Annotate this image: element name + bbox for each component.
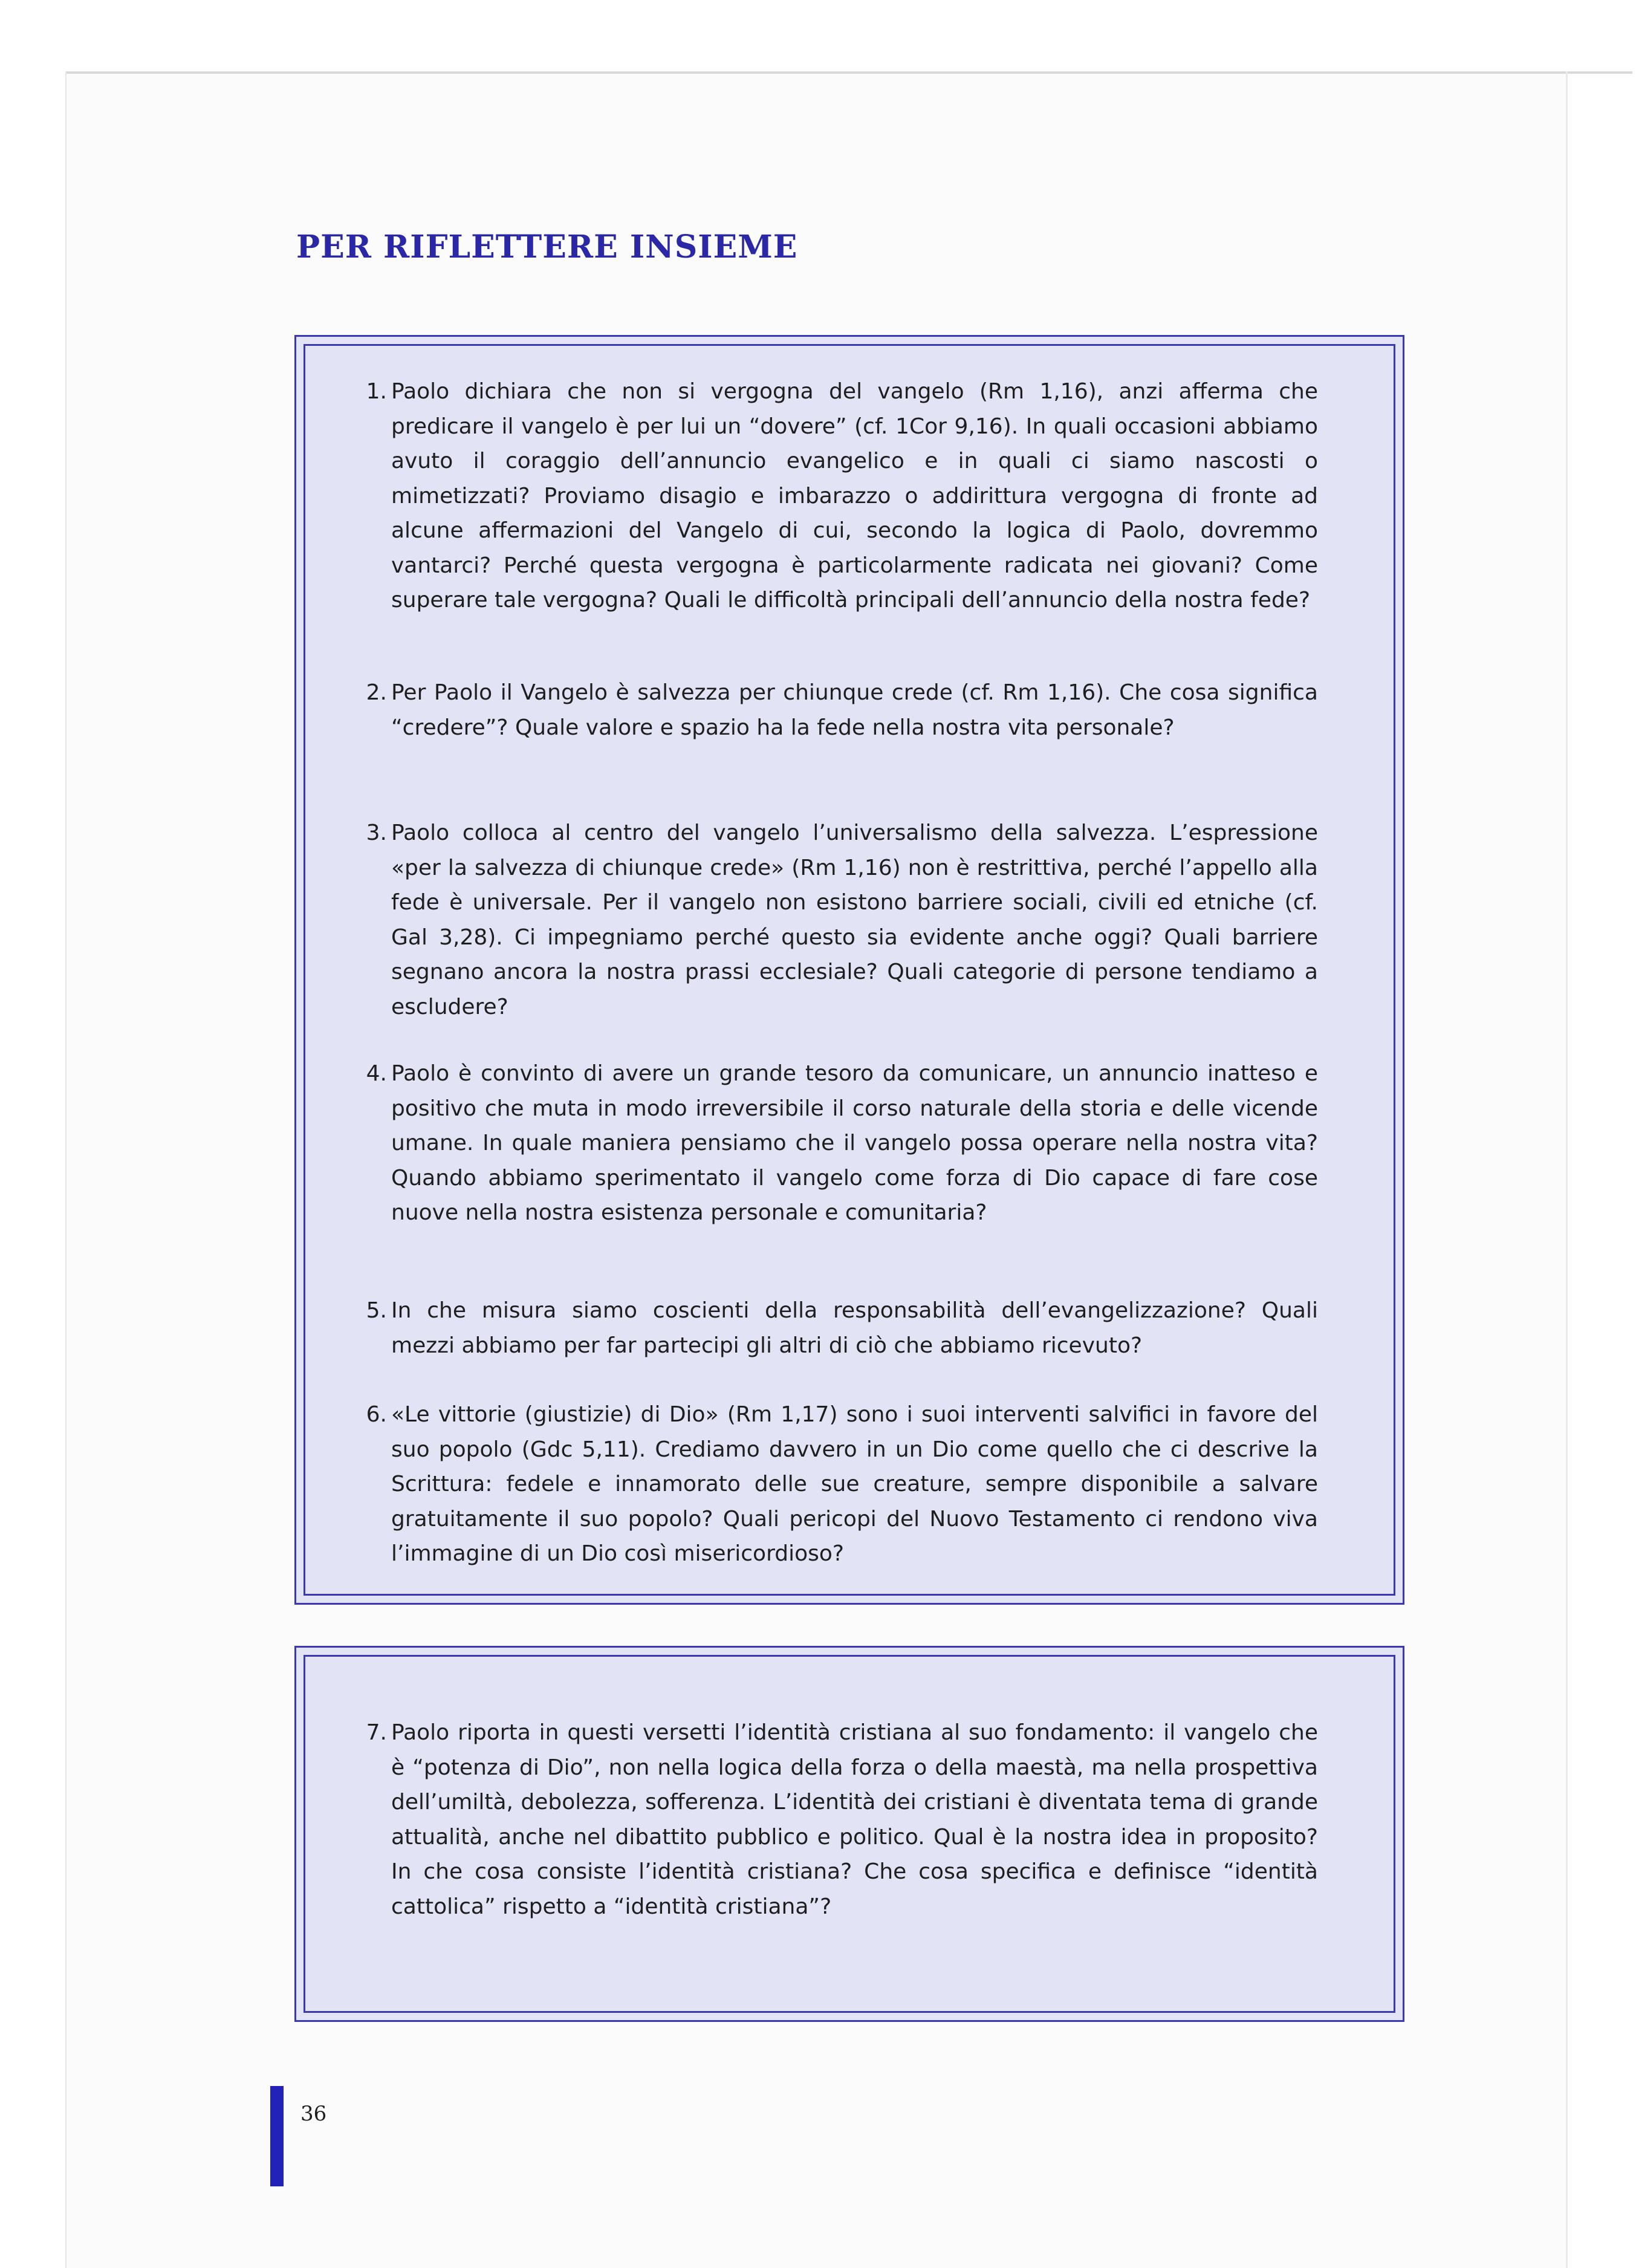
- questions-box-second: [294, 1646, 1404, 2022]
- question-text: Per Paolo il Vangelo è salvezza per chiunque crede (cf. Rm 1,16). Che cosa significa “credere”? Quale valore e spazio ha la fede nella nostra vita personale?: [391, 680, 1318, 740]
- page-edge-right: [1566, 71, 1568, 2268]
- question-text: Paolo colloca al centro del vangelo l’universalismo della salvezza. L’espressione «per la salvezza di chiunque crede» (Rm 1,16) non è restrittiva, perché l’appello alla fede è universale. Per il vangelo non esistono barriere sociali, civili ed etniche (cf. Gal 3,28). Ci impegniamo perché questo sia evidente anche oggi? Quali barriere segnano ancora la nostra prassi ecclesiale? Quali categorie di persone tendiamo a escludere?: [391, 820, 1318, 1019]
- questions-box-main: [294, 335, 1404, 1605]
- question-number: 7.: [366, 1720, 387, 1745]
- question-number: 4.: [366, 1061, 387, 1086]
- question-number: 2.: [366, 680, 387, 705]
- question-text: Paolo dichiara che non si vergogna del vangelo (Rm 1,16), anzi afferma che predicare il vangelo è per lui un “dovere” (cf. 1Cor 9,16). In quali occasioni abbiamo avuto il coraggio dell’annuncio evangelico e in quali ci siamo nascosti o mimetizzati? Proviamo disagio e imbarazzo o addirittura vergogna di fronte ad alcune affermazioni del Vangelo di cui, secondo la logica di Paolo, dovremmo vantarci? Perché questa vergogna è particolarmente radicata nei giovani? Come superare tale vergogna? Quali le difficoltà principali dell’annuncio della nostra fede?: [391, 379, 1318, 612]
- page-number: 36: [300, 2102, 327, 2126]
- question-text: Paolo riporta in questi versetti l’identità cristiana al suo fondamento: il vangelo che è “potenza di Dio”, non nella logica della forza o della maestà, ma nella prospettiva dell’umiltà, debolezza, sofferenza. L’identità dei cristiani è diventata tema di grande attualità, anche nel dibattito pubblico e politico. Qual è la nostra idea in proposito? In che cosa consiste l’identità cristiana? Che cosa specifica e definisce “identità cattolica” rispetto a “identità cristiana”?: [391, 1720, 1318, 1919]
- question-number: 1.: [366, 379, 387, 404]
- question-number: 3.: [366, 820, 387, 845]
- page-edge-top: [67, 71, 1632, 74]
- question-text: Paolo è convinto di avere un grande tesoro da comunicare, un annuncio inatteso e positivo che muta in modo irreversibile il corso naturale della storia e delle vicende umane. In quale maniera pensiamo che il vangelo possa operare nella nostra vita? Quando abbiamo sperimentato il vangelo come forza di Dio capace di fare cose nuove nella nostra esistenza personale e comunitaria?: [391, 1061, 1318, 1225]
- section-heading: PER RIFLETTERE INSIEME: [296, 229, 798, 265]
- question-number: 6.: [366, 1402, 387, 1427]
- question-text: «Le vittorie (giustizie) di Dio» (Rm 1,17) sono i suoi interventi salvifici in favore del suo popolo (Gdc 5,11). Crediamo davvero in un Dio come quello che ci descrive la Scrittura: fedele e innamorato delle sue creature, sempre disponibile a salvare gratuitamente il suo popolo? Quali pericopi del Nuovo Testamento ci rendono viva l’immagine di un Dio così misericordioso?: [391, 1402, 1318, 1566]
- question-number: 5.: [366, 1298, 387, 1323]
- question-text: In che misura siamo coscienti della responsabilità dell’evangelizzazione? Quali mezzi abbiamo per far partecipi gli altri di ciò che abbiamo ricevuto?: [391, 1298, 1318, 1358]
- page-number-bar: [270, 2086, 284, 2186]
